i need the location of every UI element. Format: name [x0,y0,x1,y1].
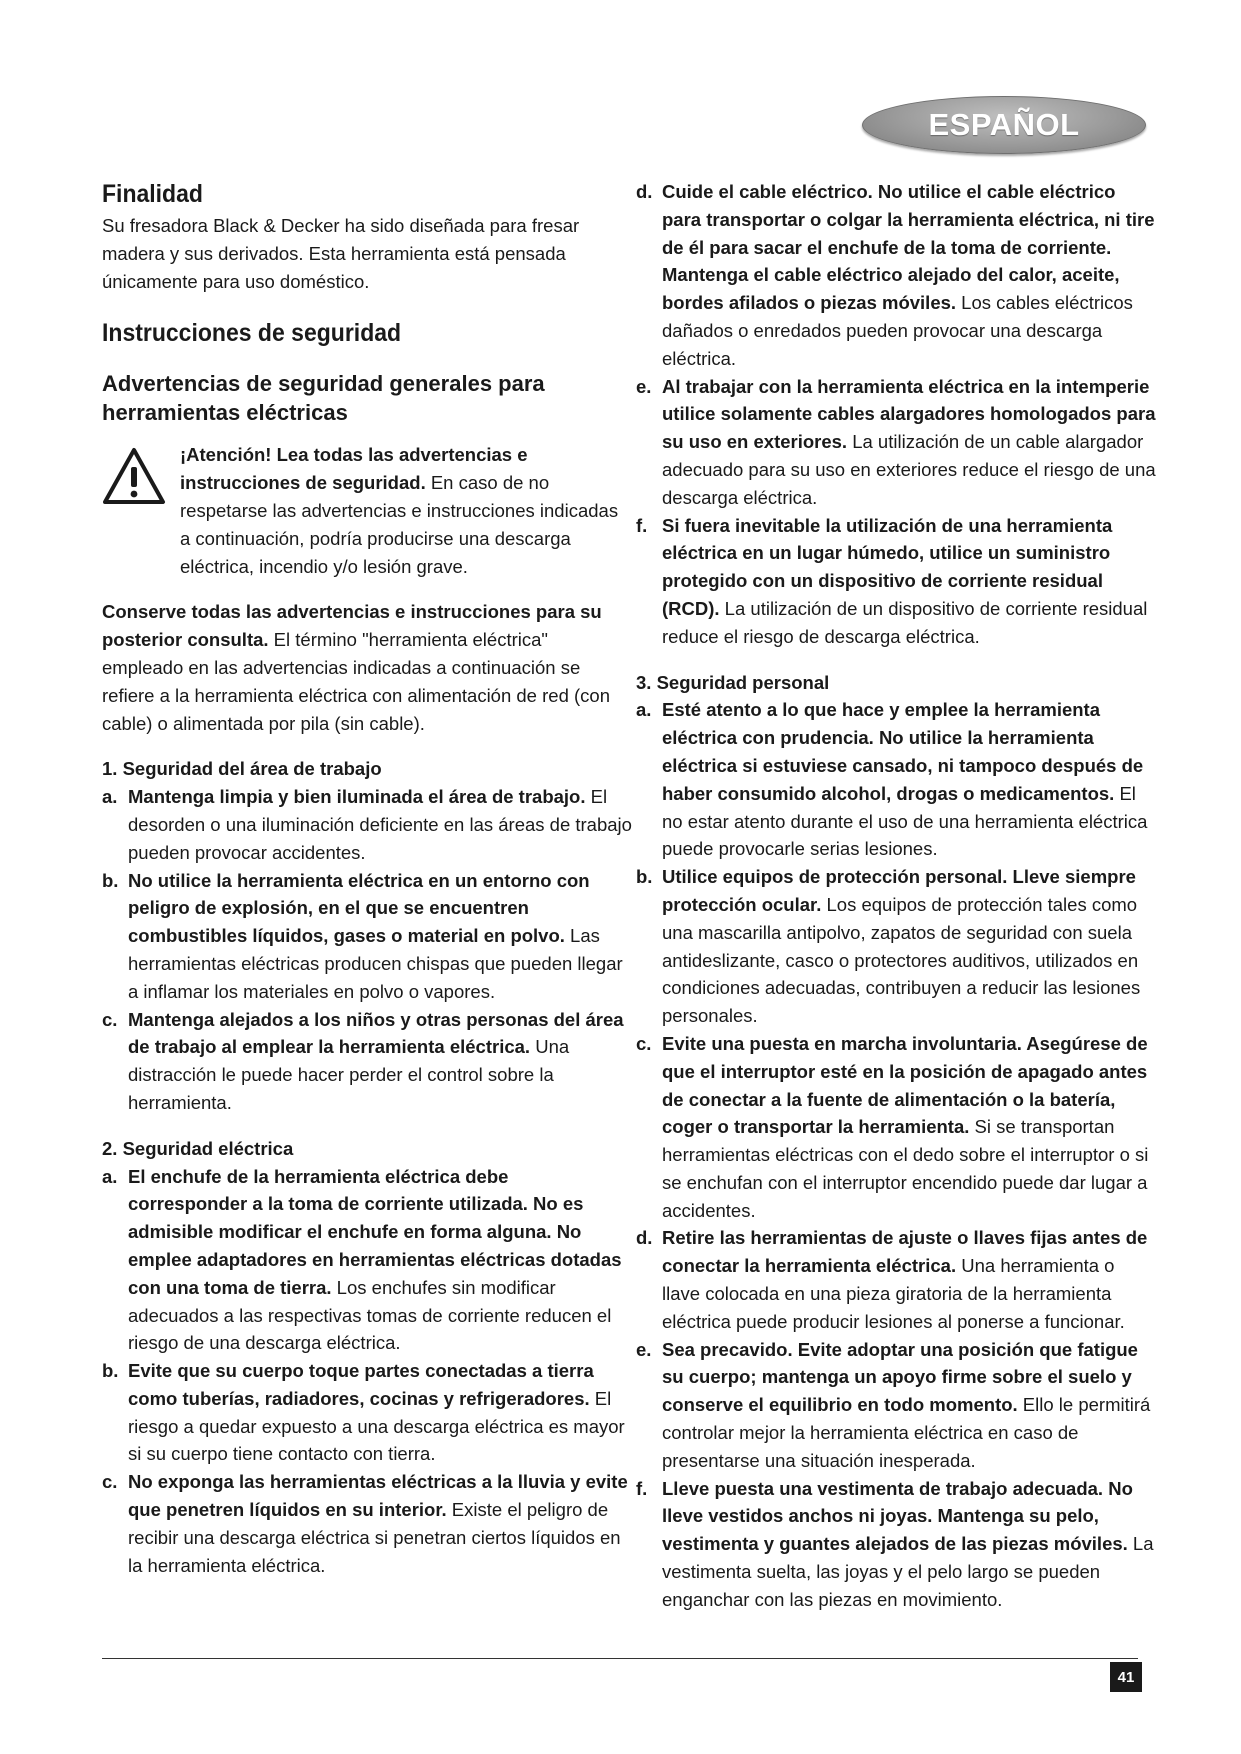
s2-item-c: c. No exponga las herramientas eléctricas a la lluvia y evite que penetren líquidos en su interior. Existe el peligro de recibir una descarga eléctrica si penetran ciertos líquidos en la herramienta eléctrica. [102,1471,628,1576]
footer-rule [102,1658,1138,1659]
s1-item-a: a. Mantenga limpia y bien iluminada el área de trabajo. El desorden o una iluminación deficiente en las áreas de trabajo pueden provocar accidentes. [102,786,632,863]
right-column [636,178,1156,1614]
section-2-title: 2. Seguridad eléctrica [102,1137,294,1159]
finalidad-body: Su fresadora Black & Decker ha sido diseñada para fresar madera y sus derivados. Esta herramienta está pensada únicamente para uso doméstico. [102,215,580,292]
s3-item-a: a. Esté atento a lo que hace y emplee la herramienta eléctrica con prudencia. No utilice la herramienta eléctrica si estuviese cansado, ni tampoco después de haber consumido alcohol, drogas o medicamentos. El no estar atento durante el uso de una herramienta eléctrica puede provocarle serias lesiones. [636,699,1148,860]
s3-item-b: b. Utilice equipos de protección personal. Lleve siempre protección ocular. Los equipos de protección tales como una mascarilla antipolvo, zapatos de seguridad con suela antideslizante, casco o protectores auditivos, utilizados en condiciones adecuadas, contribuyen a reducir las lesiones personales. [636,866,1141,1027]
finalidad-title: Finalidad [102,180,203,208]
s2-item-f: f. Si fuera inevitable la utilización de una herramienta eléctrica en un lugar húmedo, utilice un suministro protegido con un dispositivo de corriente residual (RCD). La utilización de un dispositivo de corriente residual reduce el riesgo de descarga eléctrica. [636,514,1148,647]
instrucciones-title: Instrucciones de seguridad [102,319,402,348]
language-badge: ESPAÑOL [862,96,1146,154]
section-1-title: 1. Seguridad del área de trabajo [102,758,382,780]
section-3-title: 3. Seguridad personal [636,671,830,693]
s3-item-d: d. Retire las herramientas de ajuste o llaves fijas antes de conectar la herramienta eléctrica. Una herramienta o llave colocada en una pieza giratoria de la herramienta eléctrica puede producir lesiones al ponerse a funcionar. [636,1227,1148,1332]
s1-item-c: c. Mantenga alejados a los niños y otras personas del área de trabajo al emplear la herramienta eléctrica. Una distracción le puede hacer perder el control sobre la herramienta. [102,1008,624,1113]
s2-item-d: d. Cuide el cable eléctrico. No utilice el cable eléctrico para transportar o colgar la herramienta eléctrica, ni tire de él para sacar el enchufe de la toma de corriente. Mantenga el cable eléctrico alejado del calor, aceite, bordes afilados o piezas móviles. Los cables eléctricos dañados o enredados pueden provocar una descarga eléctrica. [636,181,1155,369]
page-number: 41 [1110,1662,1142,1692]
warning-block [102,441,632,580]
advertencias-title: Advertencias de seguridad generales para herramientas eléctricas [102,371,545,426]
s2-item-a: a. El enchufe de la herramienta eléctrica debe corresponder a la toma de corriente utilizada. No es admisible modificar el enchufe en forma alguna. No emplee adaptadores en herramientas eléctricas dotadas con una toma de tierra. Los enchufes sin modificar adecuados a las respectivas tomas de corriente reducen el riesgo de una descarga eléctrica. [102,1165,622,1354]
warning-text: ¡Atención! Lea todas las advertencias e instrucciones de seguridad. En caso de no respetarse las advertencias e instrucciones indicadas a continuación, podría producirse una descarga eléctrica, incendio y/o lesión grave. [180,444,619,577]
warning-triangle-icon [102,441,180,580]
s2-item-b: b. Evite que su cuerpo toque partes conectadas a tierra como tuberías, radiadores, cocinas y refrigeradores. El riesgo a quedar expuesto a una descarga eléctrica es mayor si su cuerpo tiene contacto con tierra. [102,1360,625,1465]
s3-item-f: f. Lleve puesta una vestimenta de trabajo adecuada. No lleve vestidos anchos ni joyas. Mantenga su pelo, vestimenta y guantes alejados de las piezas móviles. La vestimenta suelta, las joyas y el pelo largo se pueden enganchar con las piezas en movimiento. [636,1477,1154,1610]
left-column [102,178,632,1579]
s3-item-e: e. Sea precavido. Evite adoptar una posición que fatigue su cuerpo; mantenga un apoyo firme sobre el suelo y conserve el equilibrio en todo momento. Ello le permitirá controlar mejor la herramienta eléctrica en caso de presentarse una situación inesperada. [636,1338,1151,1471]
conserve-paragraph: Conserve todas las advertencias e instrucciones para su posterior consulta. El término "herramienta eléctrica" empleado en las advertencias indicadas a continuación se refiere a la herramienta eléctrica con alimentación de red (con cable) o alimentada por pila (sin cable). [102,601,610,734]
s1-item-b: b. No utilice la herramienta eléctrica en un entorno con peligro de explosión, en el que se encuentren combustibles líquidos, gases o material en polvo. Las herramientas eléctricas producen chispas que pueden llegar a inflamar los materiales en polvo o vapores. [102,869,623,1002]
s3-item-c: c. Evite una puesta en marcha involuntaria. Asegúrese de que el interruptor esté en la posición de apagado antes de conectar a la fuente de alimentación o la batería, coger o transportar la herramienta. Si se transportan herramientas eléctricas con el dedo sobre el interruptor o si se enchufan con el interruptor encendido puede dar lugar a accidentes. [636,1032,1149,1221]
s2-item-e: e. Al trabajar con la herramienta eléctrica en la intemperie utilice solamente cables alargadores homologados para su uso en exteriores. La utilización de un cable alargador adecuado para su uso en exteriores reduce el riesgo de una descarga eléctrica. [636,375,1156,508]
